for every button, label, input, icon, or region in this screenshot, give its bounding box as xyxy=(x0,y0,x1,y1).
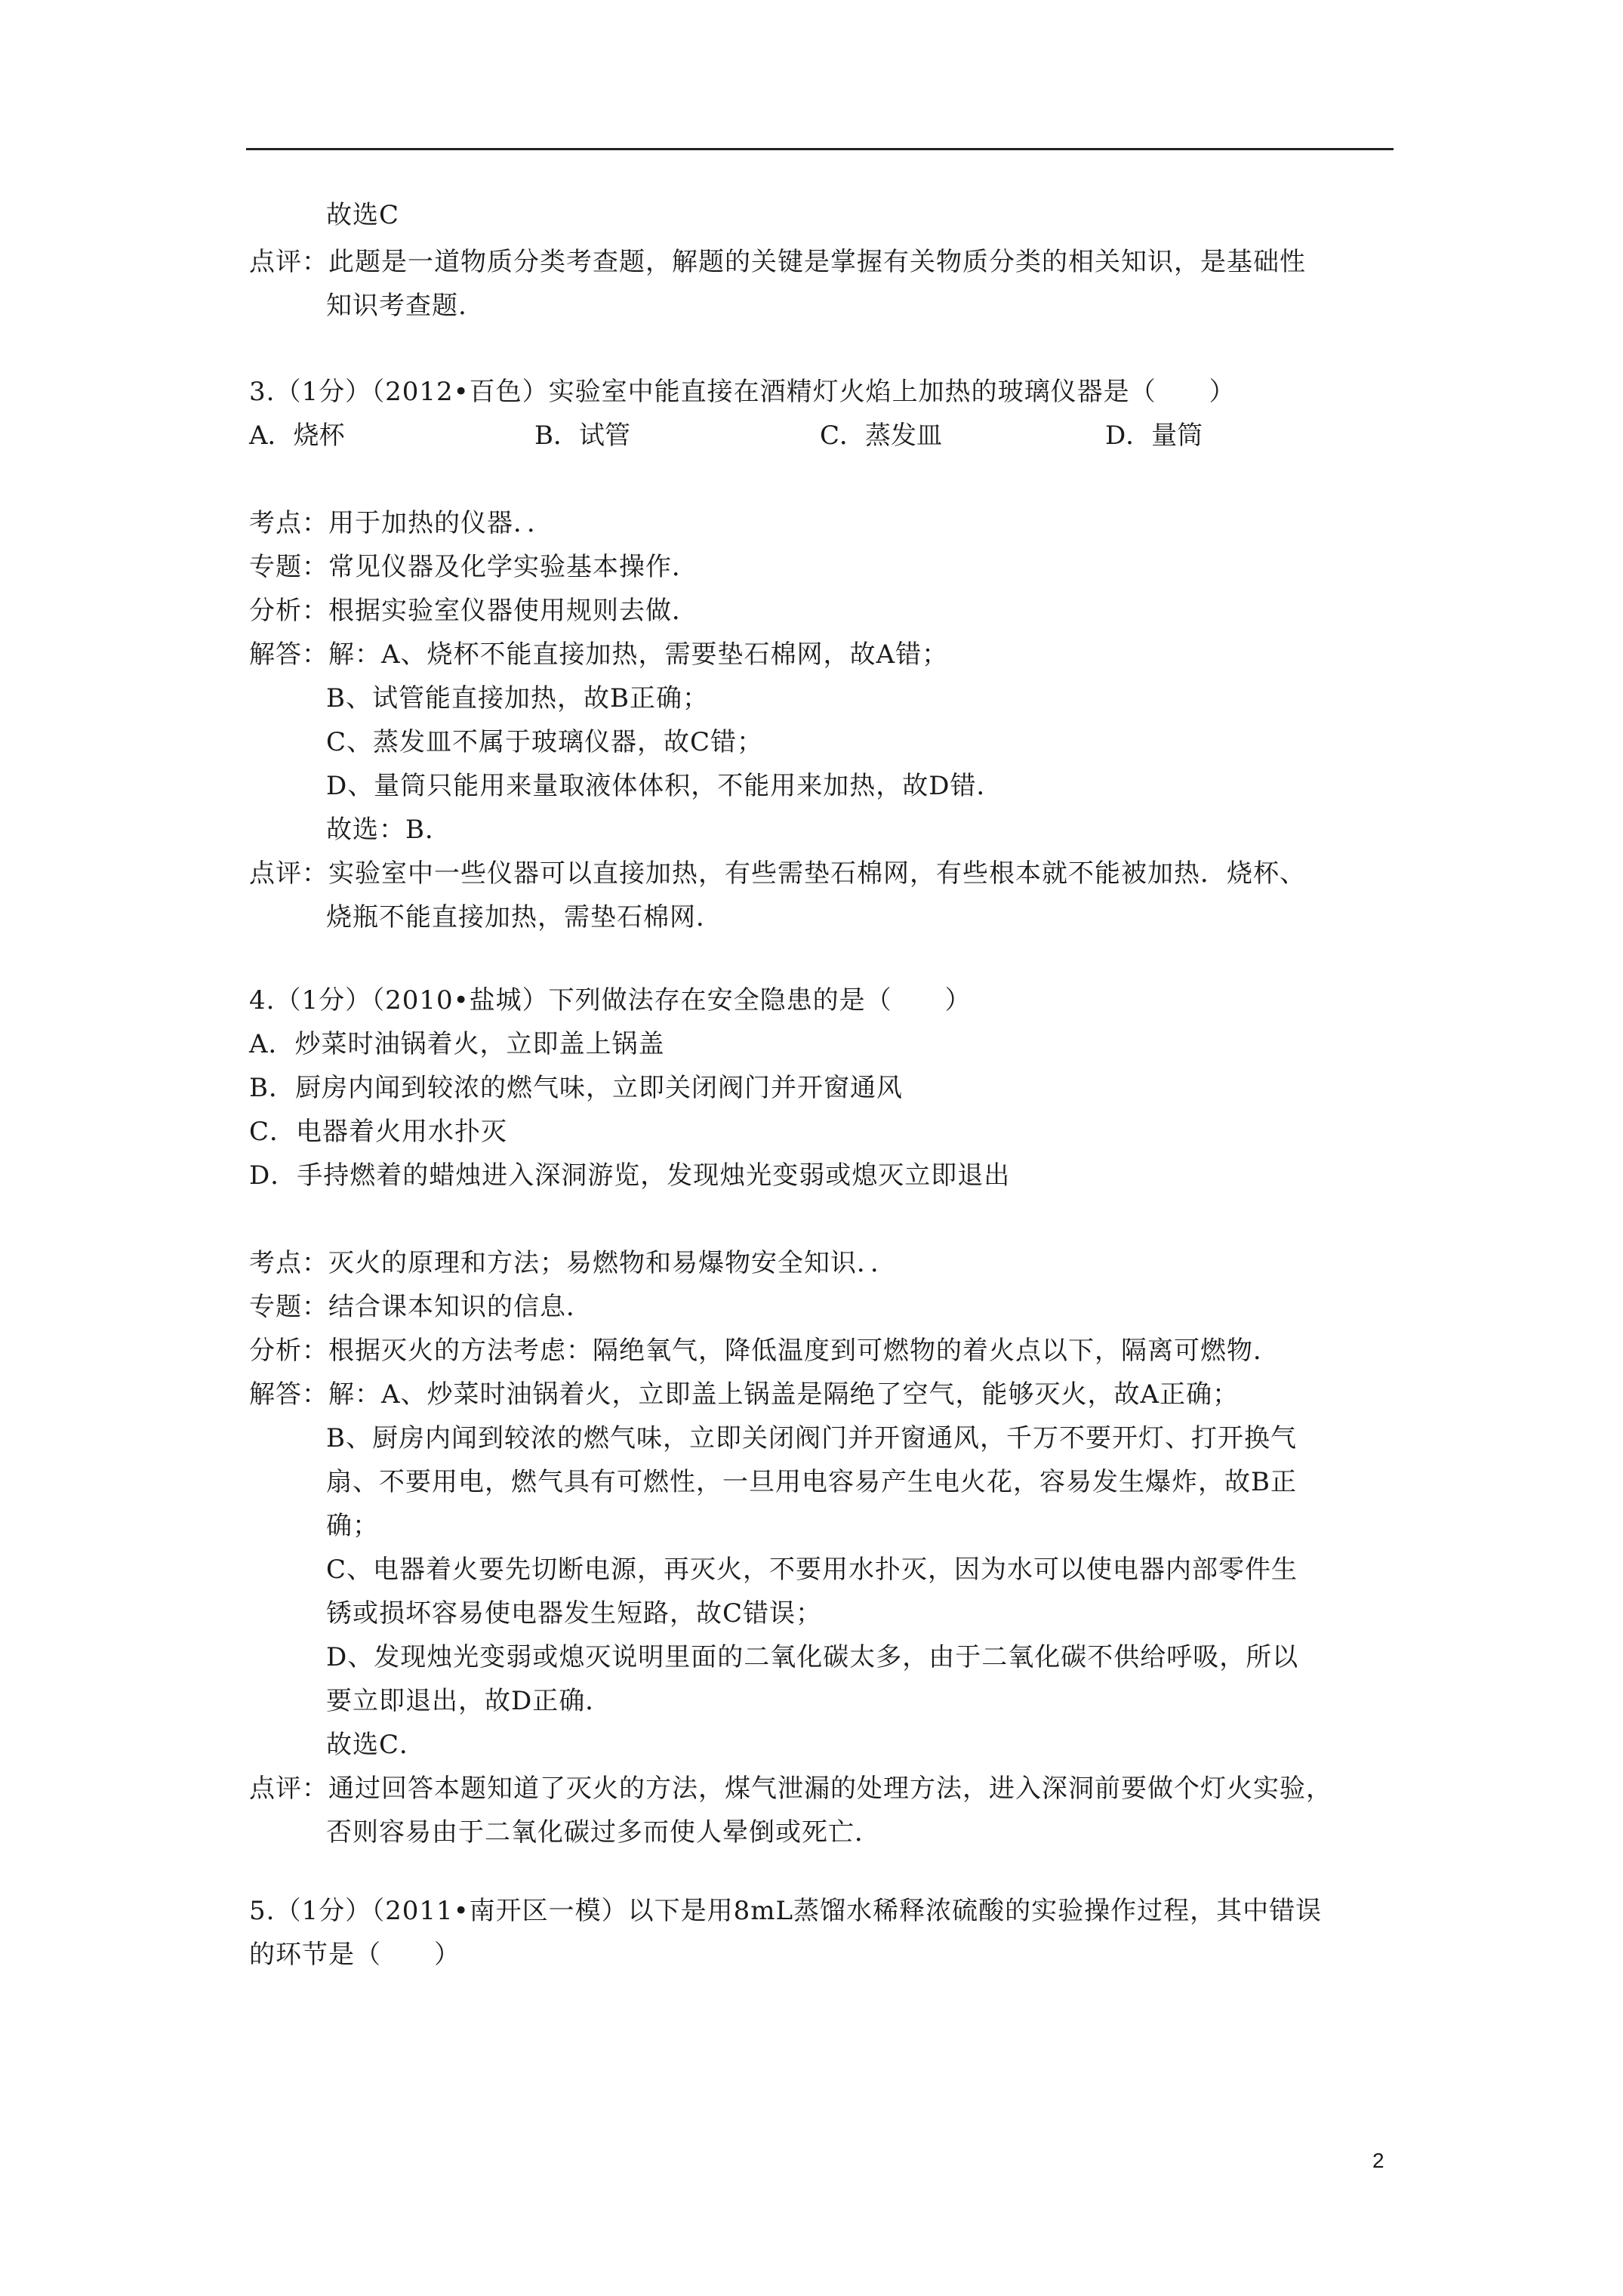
q5-stem-line-2: 的环节是（ ） xyxy=(249,1940,460,1970)
q3-zhuanti: 专题：常见仪器及化学实验基本操作． xyxy=(249,552,698,582)
q3-choice-b: B．试管 xyxy=(534,421,630,451)
q3-jieda-4: D、量筒只能用来量取液体体积，不能用来加热，故D错． xyxy=(326,771,1003,801)
q4-jieda-9: 故选C． xyxy=(326,1730,427,1760)
q4-kaodian: 考点：灭火的原理和方法；易燃物和易爆物安全知识．． xyxy=(249,1248,897,1278)
q3-kaodian: 考点：用于加热的仪器．． xyxy=(249,508,553,538)
q4-choice-d: D．手持燃着的蜡烛进入深洞游览，发现烛光变弱或熄灭立即退出 xyxy=(249,1160,1011,1191)
q4-jieda-8: 要立即退出，故D正确． xyxy=(326,1686,612,1716)
q4-jieda-3: 扇、不要用电，燃气具有可燃性，一旦用电容易产生电火花，容易发生爆炸，故B正 xyxy=(326,1467,1297,1497)
q4-jieda-4: 确； xyxy=(326,1511,379,1541)
q4-jieda-5: C、电器着火要先切断电源，再灭火，不要用水扑灭，因为水可以使电器内部零件生 xyxy=(326,1555,1298,1585)
q4-zhuanti: 专题：结合课本知识的信息． xyxy=(249,1292,593,1322)
q4-stem: 4.（1分）（2010•盐城）下列做法存在安全隐患的是（ ） xyxy=(249,985,972,1015)
prev-comment-label: 点评： xyxy=(249,247,328,277)
q4-dianping-2: 否则容易由于二氧化碳过多而使人晕倒或死亡． xyxy=(326,1817,881,1848)
q3-jieda-5: 故选：B． xyxy=(326,815,451,845)
q4-choice-b: B．厨房内闻到较浓的燃气味，立即关闭阀门并开窗通风 xyxy=(249,1073,903,1103)
q3-jieda-3: C、蒸发皿不属于玻璃仪器，故C错； xyxy=(326,727,764,757)
q3-choice-c: C．蒸发皿 xyxy=(820,421,943,451)
q3-jieda-2: B、试管能直接加热，故B正确； xyxy=(326,683,709,713)
q4-jieda-1: 解答：解：A、炒菜时油锅着火，立即盖上锅盖是隔绝了空气，能够灭火，故A正确； xyxy=(249,1379,1240,1410)
prev-comment-line-2: 知识考查题. xyxy=(326,291,467,321)
prev-select: 故选C xyxy=(326,200,400,230)
q4-jieda-6: 锈或损坏容易使电器发生短路，故C错误； xyxy=(326,1598,823,1629)
q3-dianping-1: 点评：实验室中一些仪器可以直接加热，有些需垫石棉网，有些根本就不能被加热．烧杯、 xyxy=(249,858,1306,889)
q3-stem: 3.（1分）（2012•百色）实验室中能直接在酒精灯火焰上加热的玻璃仪器是（ ） xyxy=(249,377,1236,407)
prev-comment-text: 此题是一道物质分类考查题，解题的关键是掌握有关物质分类的相关知识，是基础性 xyxy=(328,247,1306,277)
q4-choice-c: C．电器着火用水扑灭 xyxy=(249,1117,508,1147)
q4-dianping-1: 点评：通过回答本题知道了灭火的方法，煤气泄漏的处理方法，进入深洞前要做个灯火实验， xyxy=(249,1774,1332,1804)
prev-comment-line-1 xyxy=(249,245,1306,279)
q3-jieda-1: 解答：解：A、烧杯不能直接加热，需要垫石棉网，故A错； xyxy=(249,639,949,670)
q4-choice-a: A．炒菜时油锅着火，立即盖上锅盖 xyxy=(249,1029,665,1059)
q3-dianping-2: 烧瓶不能直接加热，需垫石棉网． xyxy=(326,902,722,932)
q5-stem-line-1: 5.（1分）（2011•南开区一模）以下是用8mL蒸馏水稀释浓硫酸的实验操作过程，其中错误 xyxy=(249,1896,1323,1926)
q4-jieda-7: D、发现烛光变弱或熄灭说明里面的二氧化碳太多，由于二氧化碳不供给呼吸，所以 xyxy=(326,1642,1299,1672)
q4-fenxi: 分析：根据灭火的方法考虑：隔绝氧气，降低温度到可燃物的着火点以下，隔离可燃物． xyxy=(249,1336,1280,1366)
q3-choice-a: A．烧杯 xyxy=(249,421,345,451)
q3-fenxi: 分析：根据实验室仪器使用规则去做． xyxy=(249,596,698,626)
page-number: 2 xyxy=(1372,2149,1384,2172)
q4-jieda-2: B、厨房内闻到较浓的燃气味，立即关闭阀门并开窗通风，千万不要开灯、打开换气 xyxy=(326,1423,1297,1453)
header-rule xyxy=(246,148,1394,150)
q3-choice-d: D．量筒 xyxy=(1105,421,1203,451)
